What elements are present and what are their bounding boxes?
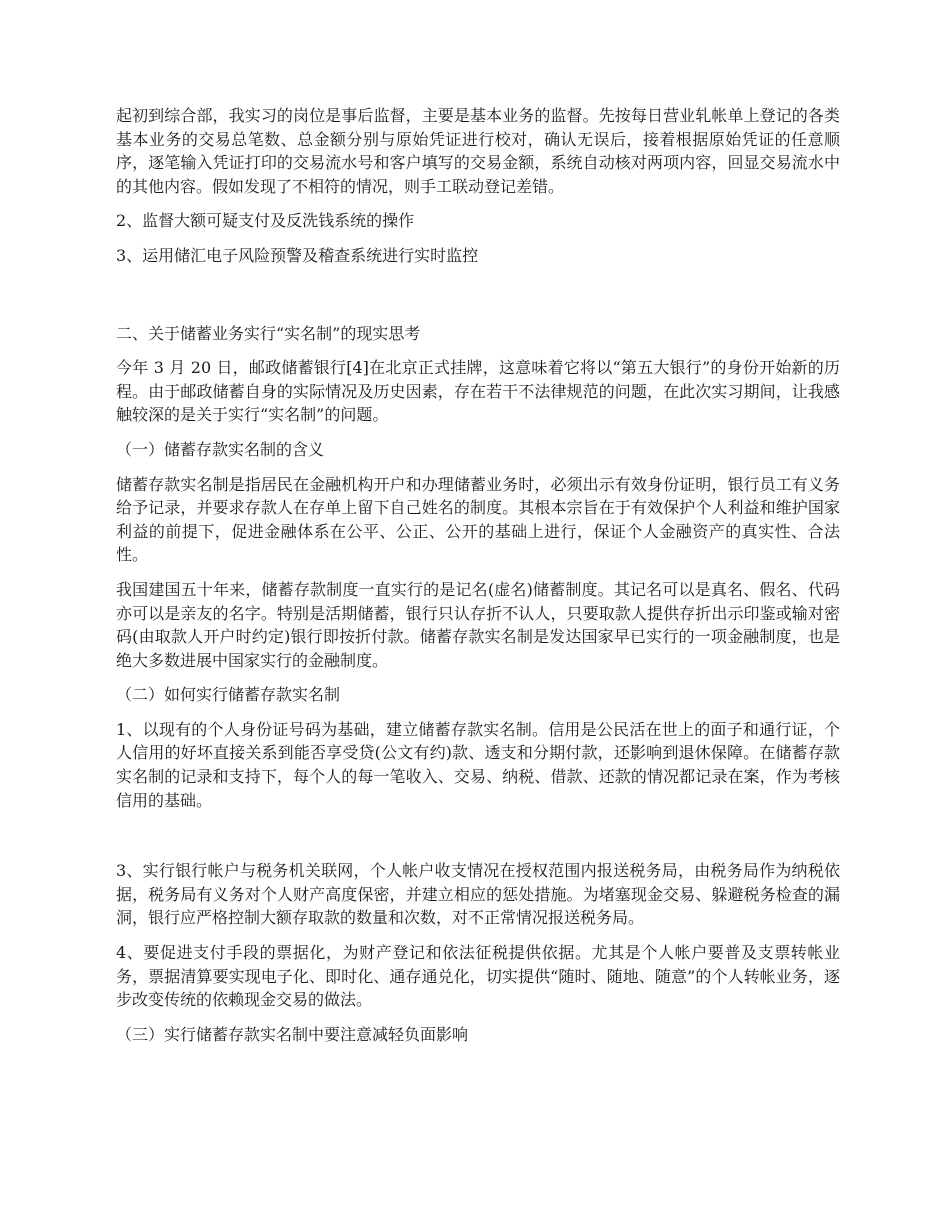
subheading-definition: （一）储蓄存款实名制的含义 [116,439,325,459]
document-page [116,104,840,1057]
list-item-risk-warning: 3、运用储汇电子风险预警及稽查系统进行实时监控 [116,245,479,265]
subheading-negative-impact: （三）实行储蓄存款实名制中要注意减轻负面影响 [116,1024,469,1044]
paragraph-post-audit: 起初到综合部，我实习的岗位是事后监督，主要是基本业务的监督。先按每日营业轧帐单上登记的各类基本业务的交易总笔数、总金额分别与原始凭证进行校对，确认无误后，接着根据原始凭证的任意顺序，逐笔输入凭证打印的交易流水号和客户填写的交易金额，系统自动核对两项内容，回显交易流水中的其他内容。假如发现了不相符的情况，则手工联动登记差错。 [116,106,840,196]
section-heading-real-name: 二、关于储蓄业务实行“实名制”的现实思考 [116,323,421,343]
paragraph-history: 我国建国五十年来，储蓄存款制度一直实行的是记名(虚名)储蓄制度。其记名可以是真名、假名、代码亦可以是亲友的名字。特别是活期储蓄，银行只认存折不认人，只要取款人提供存折出示印鉴或输对密码(由取款人开户时约定)银行即按折付款。储蓄存款实名制是发达国家早已实行的一项金融制度，也是绝大多数进展中国家实行的金融制度。 [116,579,840,670]
spacer [116,279,840,322]
subheading-implementation: （二）如何实行储蓄存款实名制 [116,685,341,705]
list-item-id-basis: 1、以现有的个人身份证号码为基础，建立储蓄存款实名制。信用是公民活在世上的面子和通行证，个人信用的好坏直接关系到能否享受贷(公文有约)款、透支和分期付款，还影响到退休保障。在储蓄存款实名制的记录和支持下，每个人的每一笔收入、交易、纳税、借款、还款的情况都记录在案，作为考核信用的基础。 [116,719,840,810]
paragraph-postal-bank: 今年 3 月 20 日，邮政储蓄银行[4]在北京正式挂牌，这意味着它将以“第五大银行”的身份开始新的历程。由于邮政储蓄自身的实际情况及历史因素，存在若干不法律规范的问题，在此次实习期间，让我感触较深的是关于实行“实名制”的问题。 [116,358,840,425]
list-item-aml-monitoring: 2、监督大额可疑支付及反洗钱系统的操作 [116,211,415,231]
spacer [116,823,840,859]
list-item-tax-link: 3、实行银行帐户与税务机关联网，个人帐户收支情况在授权范围内报送税务局，由税务局作为纳税依据，税务局有义务对个人财产高度保密，并建立相应的惩处措施。为堵塞现金交易、躲避税务检查的漏洞，银行应严格控制大额存取款的数量和次数，对不正常情况报送税务局。 [116,861,840,928]
paragraph-definition: 储蓄存款实名制是指居民在金融机构开户和办理储蓄业务时，必须出示有效身份证明，银行员工有义务给予记录，并要求存款人在存单上留下自己姓名的制度。其根本宗旨在于有效保护个人利益和维护国家利益的前提下，促进金融体系在公平、公正、公开的基础上进行，保证个人金融资产的真实性、合法性。 [116,474,840,565]
list-item-payment-notes: 4、要促进支付手段的票据化，为财产登记和依法征税提供依据。尤其是个人帐户要普及支票转帐业务，票据清算要实现电子化、即时化、通存通兑化，切实提供“随时、随地、随意”的个人转帐业务，逐步改变传统的依赖现金交易的做法。 [116,943,840,1010]
